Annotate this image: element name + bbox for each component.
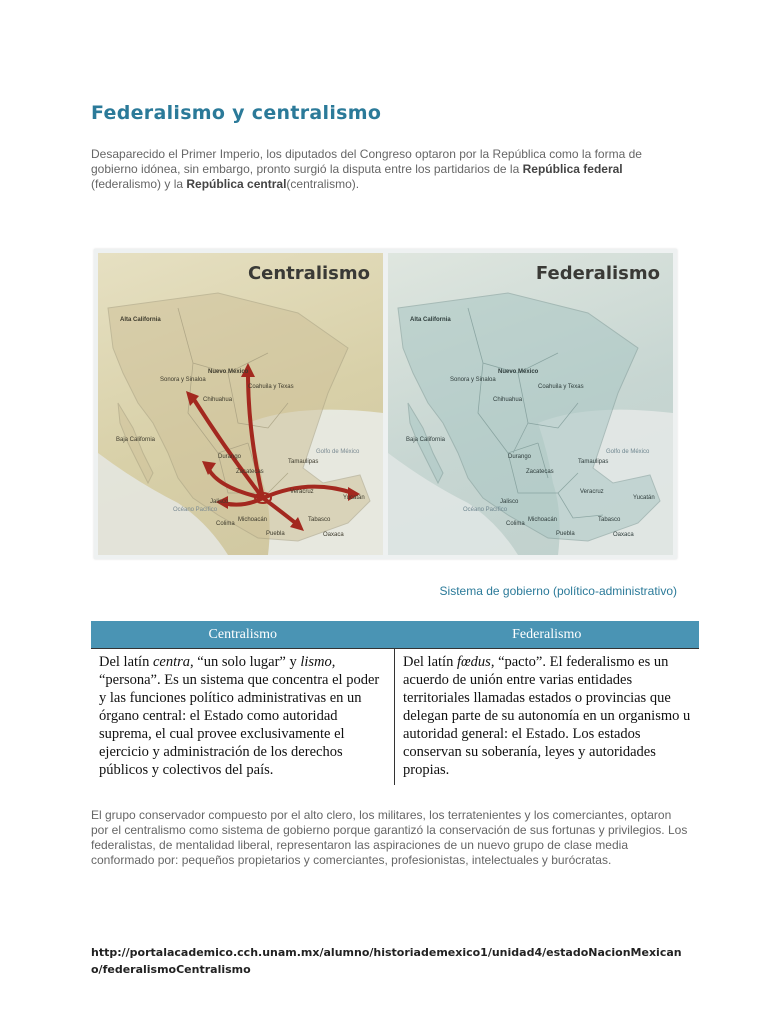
fed-label-12: Yucatán xyxy=(633,495,655,501)
cen-text-3: , “persona”. Es un sistema que concentra el poder y las funciones político administrativas en un órgano central: el Estado como autoridad suprema, el cual provee exclusivamente el ejercicio y administración de los derechos públicos y colectivos del país. xyxy=(99,654,380,778)
fed-label-14: Veracruz xyxy=(580,489,604,495)
cen-text-1: Del latín xyxy=(99,654,153,670)
fed-label-2: Sonora y Sinaloa xyxy=(450,377,496,383)
maps-figure xyxy=(94,249,677,559)
centralismo-map xyxy=(98,253,383,555)
fed-label-3: Coahuila y Texas xyxy=(538,384,584,390)
cen-label-7: Tamaulipas xyxy=(288,459,319,465)
cen-label-9: Océano Pacífico xyxy=(173,507,218,513)
fed-label-5: Baja California xyxy=(406,437,446,443)
source-url-link[interactable]: http://portalacademico.cch.unam.mx/alumno/historiademexico1/unidad4/estadoNacionMexicano/federalismoCentralismo xyxy=(91,946,682,976)
cell-federalismo xyxy=(395,649,700,786)
cen-label-12: Yucatán xyxy=(343,495,365,501)
cen-label-0: Alta California xyxy=(120,317,161,323)
cen-label-10: Jalisco xyxy=(210,499,229,505)
intro-bold-republica-federal: República federal xyxy=(522,162,623,176)
intro-text-2: (federalismo) y la xyxy=(91,177,187,191)
intro-text-3: (centralismo). xyxy=(286,177,360,191)
centralismo-map-title: Centralismo xyxy=(247,263,370,284)
figure-caption: Sistema de gobierno (político-administrativo) xyxy=(439,584,677,598)
header-federalismo: Federalismo xyxy=(395,621,700,649)
cen-italic-lismo: lismo xyxy=(300,654,332,670)
fed-label-17: Michoacán xyxy=(528,517,558,523)
cen-label-1: Nuevo México xyxy=(208,369,249,375)
federalismo-map xyxy=(388,253,673,555)
conclusion-paragraph: El grupo conservador compuesto por el alto clero, los militares, los terratenientes y los comerciantes, optaron por el centralismo como sistema de gobierno porque garantizó la conservación de sus fortunas y privilegios. Los federalistas, de mentalidad liberal, representaron las aspiraciones de un nuevo grupo de clase media conformado por: pequeños propietarios y comerciantes, profesionistas, intelectuales y burócratas. xyxy=(91,808,688,867)
fed-label-15: Puebla xyxy=(556,531,575,537)
cen-italic-centra: centra xyxy=(152,654,191,670)
cen-label-8: Golfo de México xyxy=(316,449,360,455)
fed-label-4: Chihuahua xyxy=(493,397,523,403)
intro-paragraph xyxy=(91,147,681,192)
table-header-row xyxy=(91,621,699,649)
fed-label-11: Colima xyxy=(506,521,525,527)
fed-label-1: Nuevo México xyxy=(498,369,539,375)
cell-centralismo xyxy=(91,649,395,786)
page-title: Federalismo y centralismo xyxy=(91,102,382,124)
cen-label-13: Tabasco xyxy=(308,517,331,523)
intro-text-1: Desaparecido el Primer Imperio, los diputados del Congreso optaron por la República como la forma de gobierno idónea, sin embargo, pronto surgió la disputa entre los partidarios de la xyxy=(91,147,642,176)
fed-label-18: Zacatecas xyxy=(526,469,554,475)
federalismo-map-title: Federalismo xyxy=(535,263,660,284)
fed-label-9: Océano Pacífico xyxy=(463,507,508,513)
cen-label-5: Baja California xyxy=(116,437,156,443)
fed-label-8: Golfo de México xyxy=(606,449,650,455)
table-row xyxy=(91,649,699,786)
fed-italic-foedus: fœdus xyxy=(456,654,491,670)
cen-label-11: Colima xyxy=(216,521,235,527)
cen-text-2: , “un solo lugar” y xyxy=(190,654,301,670)
cen-label-15: Puebla xyxy=(266,531,285,537)
intro-bold-republica-central: República central xyxy=(186,177,287,191)
fed-label-7: Tamaulipas xyxy=(578,459,609,465)
fed-label-6: Durango xyxy=(508,454,532,460)
cen-label-3: Coahuila y Texas xyxy=(248,384,294,390)
cen-label-2: Sonora y Sinaloa xyxy=(160,377,206,383)
fed-label-13: Tabasco xyxy=(598,517,621,523)
fed-label-0: Alta California xyxy=(410,317,451,323)
header-centralismo: Centralismo xyxy=(91,621,395,649)
cen-label-4: Chihuahua xyxy=(203,397,233,403)
fed-text-1: Del latín xyxy=(403,654,457,670)
cen-label-6: Durango xyxy=(218,454,242,460)
cen-label-17: Michoacán xyxy=(238,517,268,523)
cen-label-18: Zacatecas xyxy=(236,469,264,475)
fed-label-16: Oaxaca xyxy=(613,532,634,538)
fed-label-10: Jalisco xyxy=(500,499,519,505)
cen-label-14: Veracruz xyxy=(290,489,314,495)
fed-text-2: , “pacto”. El federalismo es un acuerdo de unión entre varias entidades territoriales llamadas estados o provincias que delegan parte de su autonomía en un organismo u autoridad general: el Estado. Los estados conservan su soberanía, leyes y autoridades propias. xyxy=(403,654,691,778)
cen-label-16: Oaxaca xyxy=(323,532,344,538)
comparison-table xyxy=(91,621,699,785)
